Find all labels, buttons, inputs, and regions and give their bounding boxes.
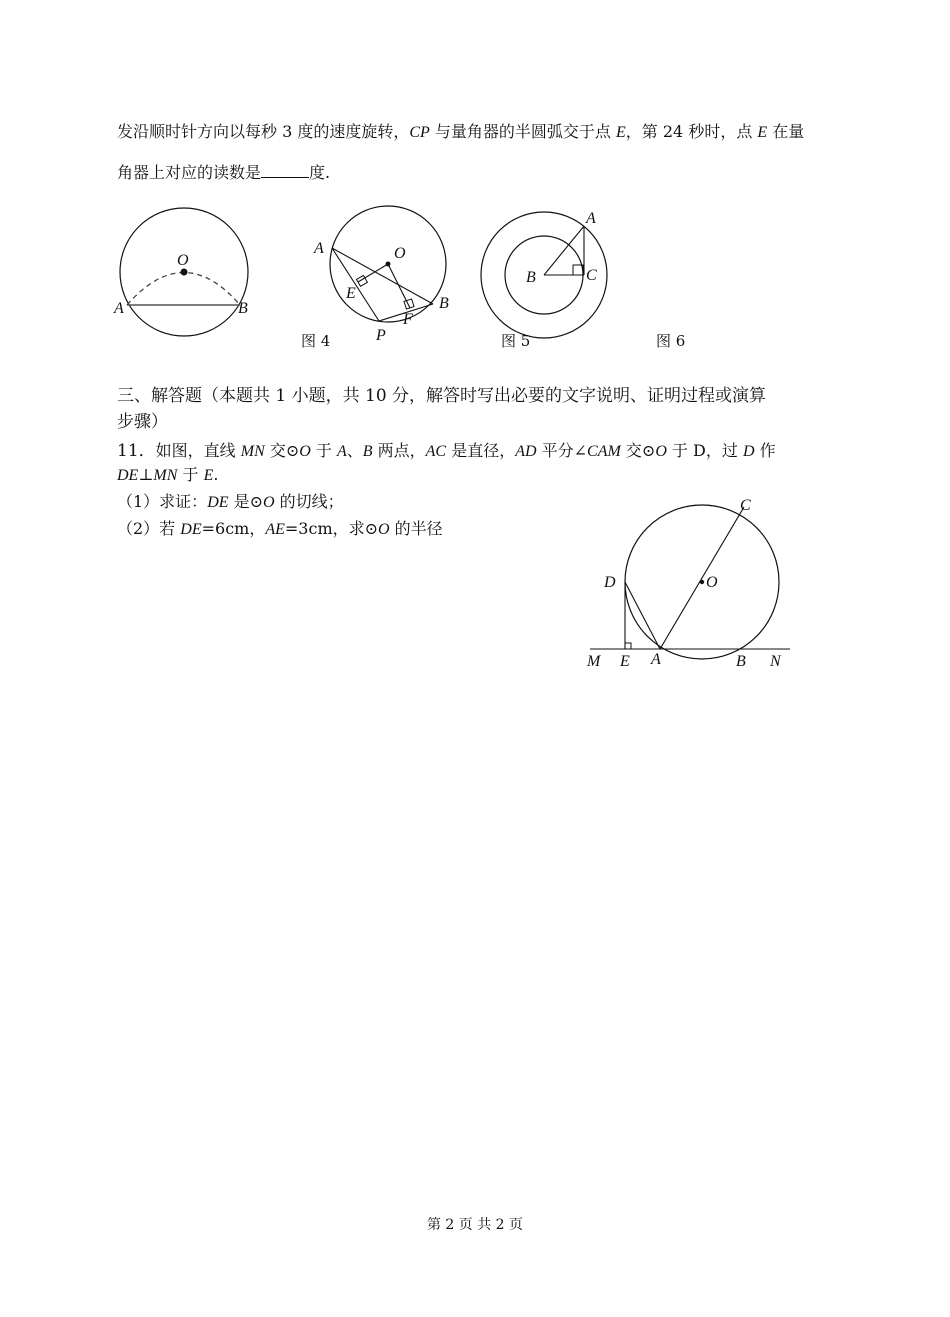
label-b: B: [238, 300, 248, 317]
text: 度.: [309, 163, 331, 182]
center-point: [181, 269, 188, 276]
text-var: CP: [409, 124, 430, 141]
label-d: D: [604, 574, 616, 591]
problem-11-line-2: [117, 462, 218, 485]
text: （2）若: [117, 519, 181, 538]
figure-protractor: [110, 205, 260, 345]
label-o: O: [706, 574, 718, 591]
label-n: N: [770, 653, 781, 670]
intro-line-2: [117, 160, 330, 183]
text-var: O: [655, 443, 667, 460]
label-a: A: [651, 651, 661, 668]
text: 是⊙: [228, 492, 264, 511]
figure-4: [310, 200, 470, 350]
label-b: B: [736, 653, 746, 670]
text: 于 D，过: [666, 441, 743, 460]
label-a: A: [114, 300, 124, 317]
center-point: [386, 262, 391, 267]
diameter-ac: [660, 507, 744, 649]
label-e: E: [346, 285, 356, 302]
text: .: [213, 465, 219, 484]
right-angle-f: [404, 299, 414, 309]
caption-fig4: 图 4: [301, 332, 331, 350]
figure-problem-11: [580, 490, 800, 675]
text: 的切线；: [274, 492, 344, 511]
text: 发沿顺时针方向以每秒 3 度的速度旋转，: [117, 122, 410, 141]
text-var: B: [362, 443, 373, 460]
text-var: A: [336, 443, 347, 460]
text-var: AD: [515, 443, 537, 460]
caption-fig5: 图 5: [501, 332, 531, 350]
text-var: O: [263, 494, 275, 511]
text: =3cm，求⊙: [284, 519, 379, 538]
text-var: CAM: [587, 443, 621, 460]
label-c: C: [740, 497, 751, 514]
question-2: [117, 516, 443, 539]
text-var: MN: [240, 443, 265, 460]
answer-blank: [261, 163, 309, 178]
text-var: E: [757, 124, 768, 141]
text-var: DE: [207, 494, 229, 511]
label-a: A: [586, 210, 596, 227]
label-m: M: [587, 653, 601, 670]
text: ，第 24 秒时，点: [625, 122, 758, 141]
text: ⊥: [138, 465, 154, 484]
figure-5: [480, 205, 620, 345]
section-title-line-1: 三、解答题（本题共 1 小题，共 10 分，解答时写出必要的文字说明、证明过程或演算: [117, 386, 767, 406]
right-angle-e: [625, 643, 631, 649]
text-var: DE: [180, 521, 202, 538]
text: 于: [177, 465, 204, 484]
text: 交⊙: [620, 441, 656, 460]
question-1: [117, 489, 344, 512]
text: 的半径: [389, 519, 443, 538]
text: =6cm，: [201, 519, 266, 538]
segment-ba: [544, 226, 584, 275]
text-var: AC: [425, 443, 447, 460]
text: 是直径，: [446, 441, 516, 460]
label-c: C: [586, 267, 597, 284]
text: 两点，: [372, 441, 426, 460]
text: 作: [754, 441, 776, 460]
text-var: AE: [265, 521, 285, 538]
intro-line-1: [117, 119, 804, 142]
label-p: P: [376, 327, 386, 344]
label-a: A: [314, 240, 324, 257]
text: 交⊙: [264, 441, 300, 460]
text: 于: [310, 441, 337, 460]
text-var: MN: [153, 467, 178, 484]
label-f: F: [403, 311, 413, 328]
problem-number: 11．: [117, 441, 156, 461]
text-var: D: [742, 443, 755, 460]
caption-fig6: 图 6: [656, 332, 686, 350]
text-var: O: [299, 443, 311, 460]
dashed-arc: [127, 273, 240, 306]
section-title-line-2: 步骤）: [117, 412, 168, 432]
text-var: O: [378, 521, 390, 538]
center-point: [700, 580, 704, 584]
segment-ad: [625, 582, 660, 649]
label-o: O: [177, 252, 189, 269]
text-var: E: [616, 124, 626, 141]
page-footer: 第 2 页 共 2 页: [426, 1217, 524, 1233]
text: 在量: [767, 122, 805, 141]
label-o: O: [394, 245, 406, 262]
text-var: DE: [117, 467, 139, 484]
text: 与量角器的半圆弧交于点: [429, 122, 616, 141]
label-b: B: [439, 295, 449, 312]
label-e: E: [620, 653, 630, 670]
text-var: E: [203, 467, 214, 484]
text: 角器上对应的读数是: [117, 163, 262, 182]
label-b: B: [526, 269, 536, 286]
text: （1）求证：: [117, 492, 208, 511]
text: 如图，直线: [155, 441, 241, 460]
text: 、: [346, 441, 363, 460]
problem-11-line-1: [117, 436, 776, 461]
segment-oe: [358, 264, 388, 282]
text: 平分∠: [536, 441, 588, 460]
segment-of: [388, 264, 410, 308]
